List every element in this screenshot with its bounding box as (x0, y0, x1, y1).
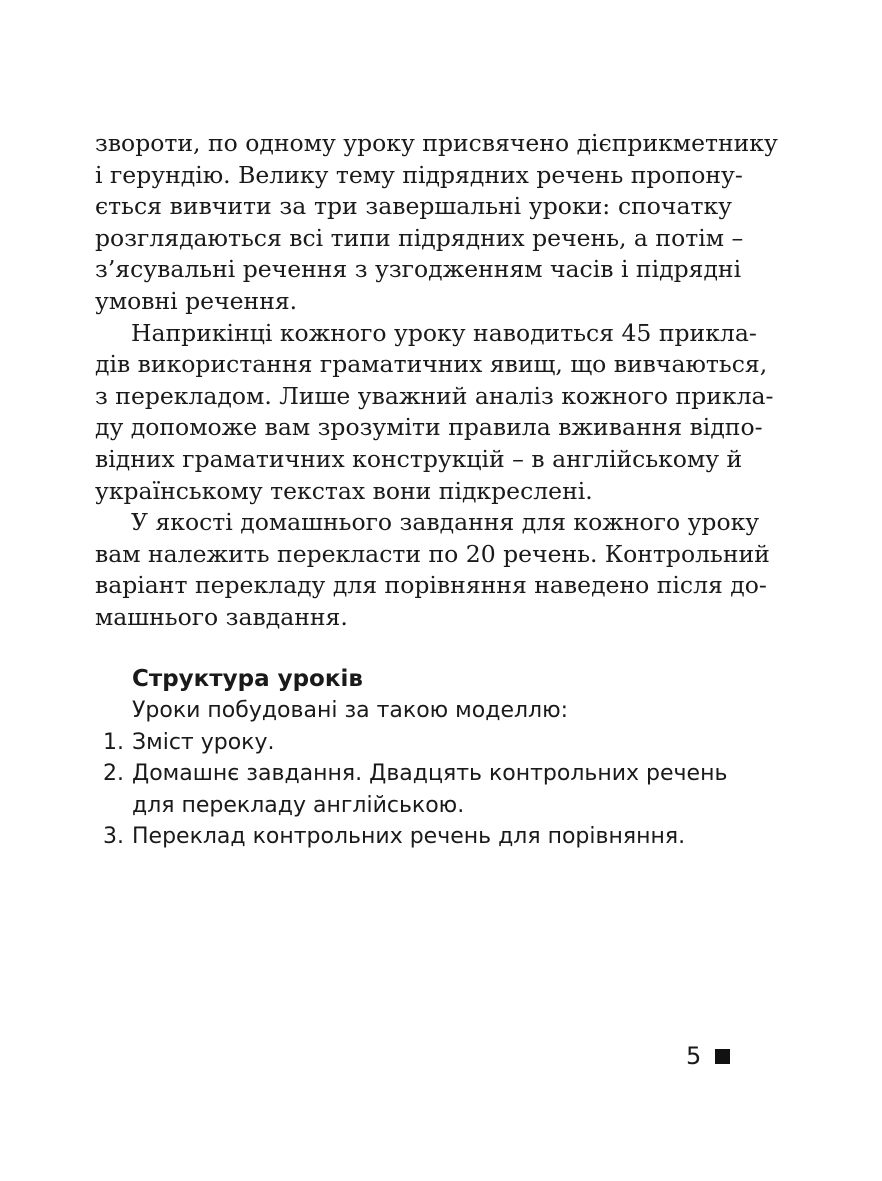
section-intro: Уроки побудовані за такою моделлю: (132, 698, 569, 724)
text-line: умовні речення. (95, 286, 298, 315)
page-number: 5 (686, 1042, 702, 1070)
text-line: розглядаються всі типи підрядних речень, а потім – (95, 223, 744, 252)
list-item-text: Зміст уроку. (132, 729, 275, 755)
paragraph-3 (95, 507, 770, 633)
page-footer (686, 1042, 730, 1070)
text-line: Наприкінці кожного уроку наводиться 45 прикла- (131, 318, 757, 347)
list-item (95, 758, 732, 821)
text-line: машнього завдання. (95, 602, 348, 631)
list-number: 1. (103, 729, 124, 755)
list-item (95, 727, 732, 759)
list-number: 3. (103, 824, 124, 850)
list-item-text: для перекладу англійською. (132, 792, 465, 818)
text-line: дів використання граматичних явищ, що вивчаються, (95, 350, 768, 379)
text-line: ду допоможе вам зрозуміти правила вживання відпо- (95, 413, 763, 442)
square-marker-icon (715, 1049, 730, 1064)
list-item-text: Домашнє завдання. Двадцять контрольних речень (132, 761, 728, 787)
text-line: відних граматичних конструкцій – в англійському й (95, 444, 743, 473)
text-line: варіант перекладу для порівняння наведено після до- (95, 571, 767, 600)
paragraph-2 (95, 318, 774, 508)
text-line: з’ясувальні речення з узгодженням часів і підрядні (95, 255, 742, 284)
page-body (95, 128, 778, 853)
list-item-text: Переклад контрольних речень для порівняння. (132, 824, 686, 850)
list-item (95, 821, 732, 853)
lesson-structure-section (95, 664, 732, 854)
list-number: 2. (103, 761, 124, 787)
text-line: ється вивчити за три завершальні уроки: спочатку (95, 192, 732, 221)
section-title: Структура уроків (132, 665, 363, 692)
text-line: українському текстах вони підкреслені. (95, 476, 593, 505)
structure-list (95, 727, 732, 853)
text-line: вам належить перекласти по 20 речень. Контрольний (95, 539, 770, 568)
text-line: з перекладом. Лише уважний аналіз кожного прикла- (95, 381, 774, 410)
text-line: звороти, по одному уроку присвячено дієприкметнику (95, 129, 778, 157)
text-line: У якості домашнього завдання для кожного уроку (131, 508, 760, 537)
text-line: і герундію. Велику тему підрядних речень пропону- (95, 160, 743, 189)
paragraph-1 (95, 128, 778, 318)
